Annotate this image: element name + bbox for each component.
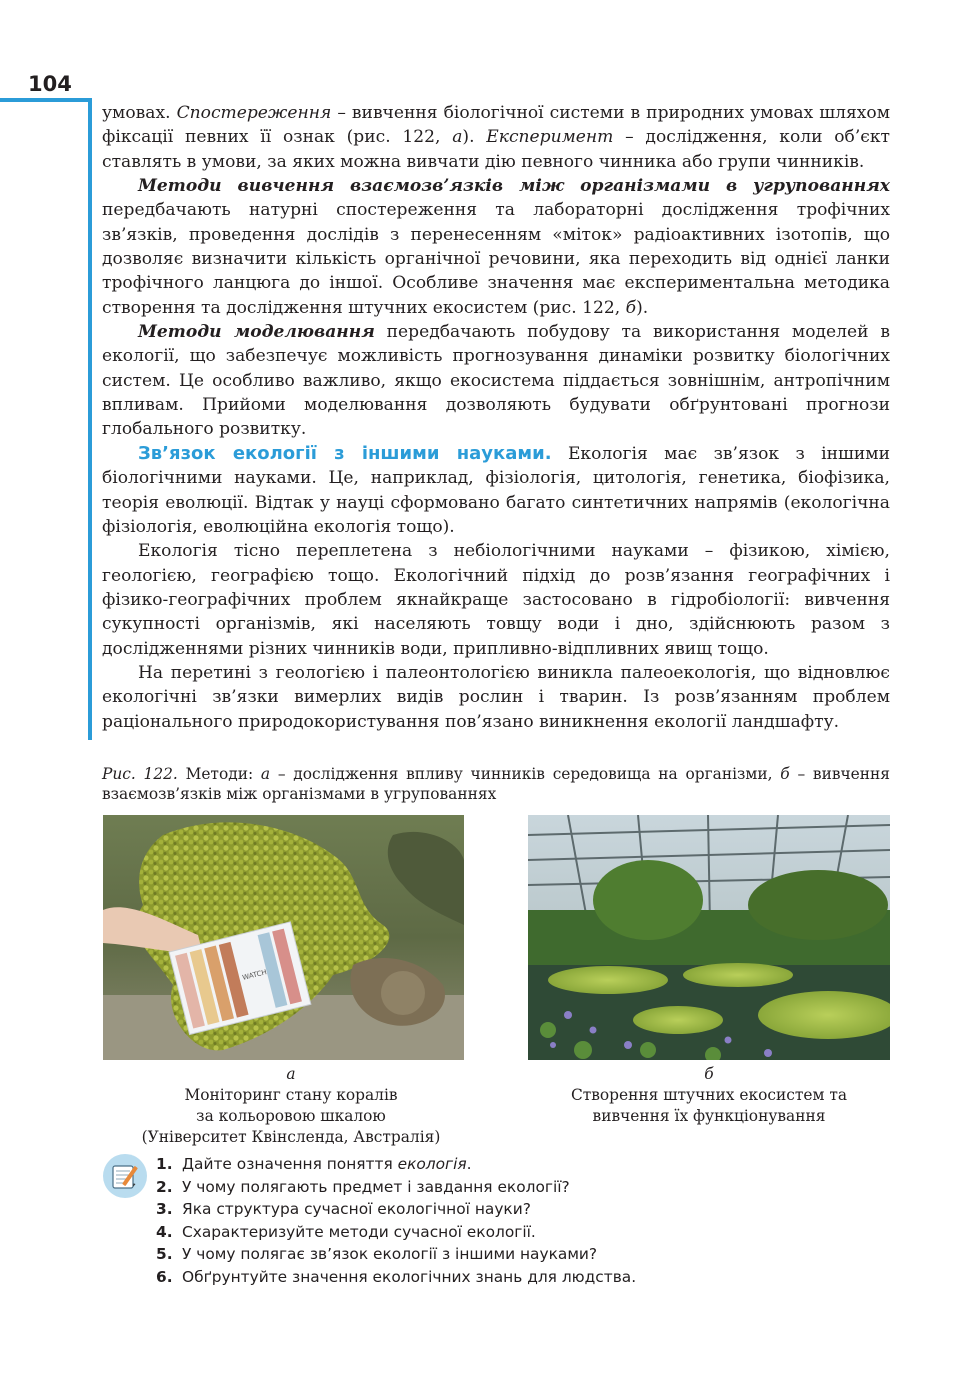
margin-rule-vertical [88,98,92,740]
photo-a-caption-line3: (Університет Квінсленда, Австралія) [141,1128,441,1146]
question-item [156,1266,856,1289]
question-text: Обґрунтуйте значення екологічних знань для людства. [182,1267,637,1286]
greenhouse-photo [528,815,890,1060]
question-text: У чому полягає зв’язок екології з іншими науками? [182,1245,598,1264]
paragraph-paleoecology: На перетині з геологією і палеонтологією виникла палеоекологія, що відновлює екологічні зв’язки вимерлих видів рослин і тварин. Із розв’язанням проблем раціонального природокористування пов’язано виникнення екології ландшафту. [102,662,890,732]
photo-a-letter: а [286,1065,296,1083]
paragraph-other-sciences: Зв’язок екології з іншими науками. Екологія має зв’язок з іншими біологічними науками. Це, наприклад, фізіологія, цитологія, генетика, біофізика, теорія еволюції. Відтак у науці сформовано багато синтетичних напрямів (екологічна фізіологія, еволюційна екологія тощо). [102,442,890,537]
card-label: WATCH [241,968,268,982]
paragraph-nonbiological-sciences: Екологія тісно переплетена з небіологічними науками – фізикою, хімією, геологією, географією тощо. Екологічний підхід до розв’язання географічних і фізико-географічних проблем якнайкраще застосовано в гідробіології: вивчення сукупності організмів, які населяють товщу води і дно, здійснюють разом з дослідженнями різних чинників води, припливно-відпливних явищ тощо. [102,541,890,659]
photo-b-letter: б [704,1065,714,1083]
photo-b-caption-line1: Створення штучних екосистем та [570,1086,848,1104]
page-number: 104 [28,72,72,96]
question-number: 4. [156,1222,173,1241]
question-number: 1. [156,1155,173,1173]
question-number: 3. [156,1200,173,1219]
photo-a-caption-line2: за кольоровою шкалою [196,1107,386,1125]
photo-b-caption-line2: вивчення їх функціонування [592,1107,826,1125]
question-item [156,1198,856,1221]
question-item [156,1176,856,1199]
paragraph-modelling-methods: Методи моделювання передбачають побудову та використання моделей в екології, що забезпечує можливість прогнозування динаміки розвитку біологічних систем. Це особливо важливо, якщо екосистема піддається зовнішнім, антропічним впливам. Прийоми моделювання дозволяють будувати обґрунтовані прогнози глобального розвитку. [102,322,890,440]
question-item [156,1153,856,1176]
question-number: 6. [156,1267,173,1286]
paragraph-interaction-methods: Методи вивчення взаємозв’язків між організмами в угрупованнях передбачають натурні спостереження та лабораторні дослідження трофічних зв’язків, проведення дослідів з перенесенням «міток» радіоактивних ізотопів, що дозволяє визначити кількість органічної речовини, яка переходить від однієї ланки трофічного ланцюга до іншої. Особливе значення має експериментальна методика створення та дослідження штучних екосистем (рис. 122, б). [102,176,890,318]
question-item [156,1221,856,1244]
photo-a-caption-line1: Моніторинг стану коралів [184,1086,398,1104]
question-text: Схарактеризуйте методи сучасної екології. [182,1222,536,1241]
question-number: 5. [156,1245,173,1264]
photo-a-caption [103,1064,479,1148]
photo-b-caption [520,1064,898,1127]
question-number: 2. [156,1177,173,1196]
notebook-pen-icon [102,1153,148,1199]
margin-rule-horizontal [0,98,92,102]
coral-monitoring-photo [103,815,464,1060]
question-text: У чому полягають предмет і завдання екології? [182,1177,570,1196]
paragraph-observation: умовах. Спостереження – вивчення біологічної системи в природних умовах шляхом фіксації певних її ознак (рис. 122, а). Експеримент – дослідження, коли об’єкт ставлять в умови, за яких можна вивчати дію певного чинника або групи чинників. [102,103,891,172]
question-text: Дайте означення поняття екологія. [182,1155,472,1173]
question-item [156,1243,856,1266]
question-text: Яка структура сучасної екологічної науки? [182,1200,531,1219]
main-text [102,101,890,734]
review-questions [156,1153,856,1289]
figure-caption: Рис. 122. Методи: а – дослідження впливу чинників середовища на організми, б – вивчення взаємозв’язків між організмами в угрупованнях [102,765,891,803]
